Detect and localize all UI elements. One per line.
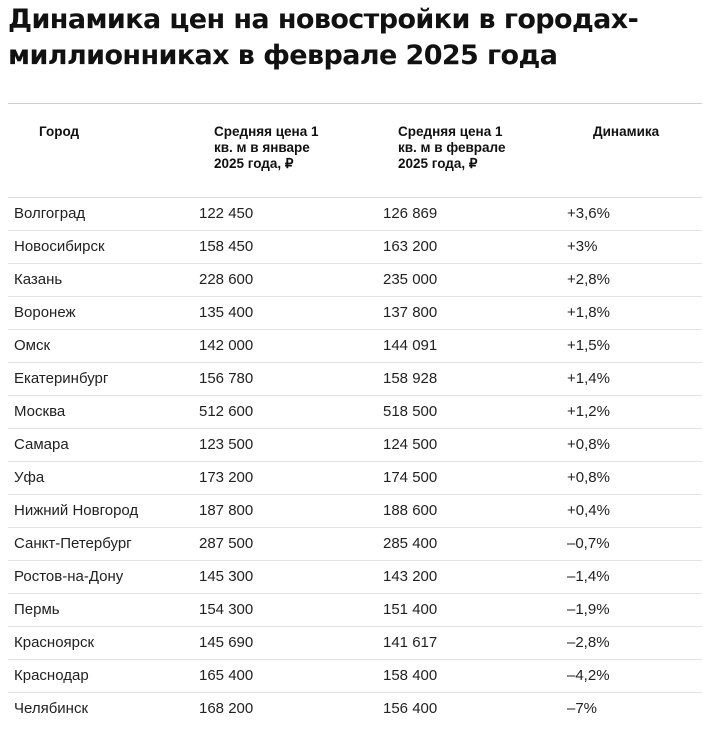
cell-price-january: 187 800 — [199, 494, 383, 527]
cell-dynamics: –2,8% — [567, 626, 702, 659]
table-row — [8, 329, 702, 362]
cell-price-january: 287 500 — [199, 527, 383, 560]
header-price-january-text: Средняя цена 1 кв. м в январе 2025 года, ₽ — [214, 124, 319, 171]
table-row — [8, 428, 702, 461]
header-price-january — [199, 104, 383, 197]
cell-city: Новосибирск — [8, 230, 199, 263]
cell-price-january: 123 500 — [199, 428, 383, 461]
cell-price-february: 158 400 — [383, 659, 567, 692]
cell-price-february: 518 500 — [383, 395, 567, 428]
cell-price-february: 188 600 — [383, 494, 567, 527]
cell-price-february: 124 500 — [383, 428, 567, 461]
cell-dynamics: –1,9% — [567, 593, 702, 626]
table-row — [8, 461, 702, 494]
cell-city: Санкт-Петербург — [8, 527, 199, 560]
cell-price-february: 156 400 — [383, 700, 438, 718]
header-price-february — [383, 104, 567, 197]
cell-city: Самара — [8, 428, 199, 461]
cell-price-february: 144 091 — [383, 329, 567, 362]
cell-dynamics: +0,4% — [567, 494, 702, 527]
cell-dynamics: +0,8% — [567, 461, 702, 494]
cell-dynamics: –0,7% — [567, 527, 702, 560]
price-table — [8, 104, 702, 725]
cell-city: Нижний Новгород — [8, 494, 199, 527]
cell-price-february: 174 500 — [383, 461, 567, 494]
page-title: Динамика цен на новостройки в городах-миллионниках в феврале 2025 года — [8, 4, 639, 71]
cell-dynamics: +0,8% — [567, 428, 702, 461]
cell-city: Уфа — [8, 461, 199, 494]
cell-price-february: 141 617 — [383, 626, 567, 659]
table-header-row — [8, 104, 702, 197]
cell-price-january: 145 300 — [199, 560, 383, 593]
cell-price-january: 156 780 — [199, 362, 383, 395]
cell-price-january: 512 600 — [199, 395, 383, 428]
header-dynamics: Динамика — [567, 104, 702, 197]
cell-city: Пермь — [8, 593, 199, 626]
cell-dynamics: –4,2% — [567, 659, 702, 692]
cell-city: Челябинск — [14, 700, 89, 718]
cell-dynamics: –7% — [567, 700, 598, 718]
table-row — [8, 692, 702, 725]
table-row — [8, 263, 702, 296]
cell-dynamics: +3,6% — [567, 197, 702, 230]
header-price-february-text: Средняя цена 1 кв. м в феврале 2025 года, ₽ — [398, 124, 506, 171]
cell-price-february: 126 869 — [383, 197, 567, 230]
cell-dynamics: +3% — [567, 230, 702, 263]
table-row — [8, 296, 702, 329]
cell-city: Ростов-на-Дону — [8, 560, 199, 593]
cell-price-january: 228 600 — [199, 263, 383, 296]
cell-price-january: 154 300 — [199, 593, 383, 626]
cell-city: Казань — [8, 263, 199, 296]
cell-price-january: 168 200 — [199, 700, 254, 718]
table-row — [8, 197, 702, 230]
cell-dynamics: +1,8% — [567, 296, 702, 329]
table-row — [8, 527, 702, 560]
table-row — [8, 395, 702, 428]
cell-city: Краснодар — [8, 659, 199, 692]
table-row — [8, 593, 702, 626]
cell-price-january: 173 200 — [199, 461, 383, 494]
cell-city: Екатеринбург — [8, 362, 199, 395]
table-row — [8, 560, 702, 593]
cell-city: Москва — [8, 395, 199, 428]
cell-city: Воронеж — [8, 296, 199, 329]
cell-dynamics: –1,4% — [567, 560, 702, 593]
table-row — [8, 494, 702, 527]
cell-price-february: 235 000 — [383, 263, 567, 296]
table-row — [8, 659, 702, 692]
table-row — [8, 230, 702, 263]
cell-price-january: 122 450 — [199, 197, 383, 230]
cell-price-january: 142 000 — [199, 329, 383, 362]
cell-dynamics: +2,8% — [567, 263, 702, 296]
cell-city: Красноярск — [8, 626, 199, 659]
cell-dynamics: +1,4% — [567, 362, 702, 395]
header-city: Город — [8, 104, 199, 197]
cell-price-january: 158 450 — [199, 230, 383, 263]
cell-price-january: 135 400 — [199, 296, 383, 329]
cell-price-february: 158 928 — [383, 362, 567, 395]
cell-price-february: 143 200 — [383, 560, 567, 593]
cell-price-january: 145 690 — [199, 626, 383, 659]
cell-price-february: 285 400 — [383, 527, 567, 560]
table-row — [8, 362, 702, 395]
cell-price-february: 151 400 — [383, 593, 567, 626]
table-row — [8, 626, 702, 659]
cell-city: Омск — [8, 329, 199, 362]
cell-price-february: 137 800 — [383, 296, 567, 329]
cell-dynamics: +1,2% — [567, 395, 702, 428]
cell-price-february: 163 200 — [383, 230, 567, 263]
cell-price-january: 165 400 — [199, 659, 383, 692]
cell-dynamics: +1,5% — [567, 329, 702, 362]
cell-city: Волгоград — [8, 197, 199, 230]
